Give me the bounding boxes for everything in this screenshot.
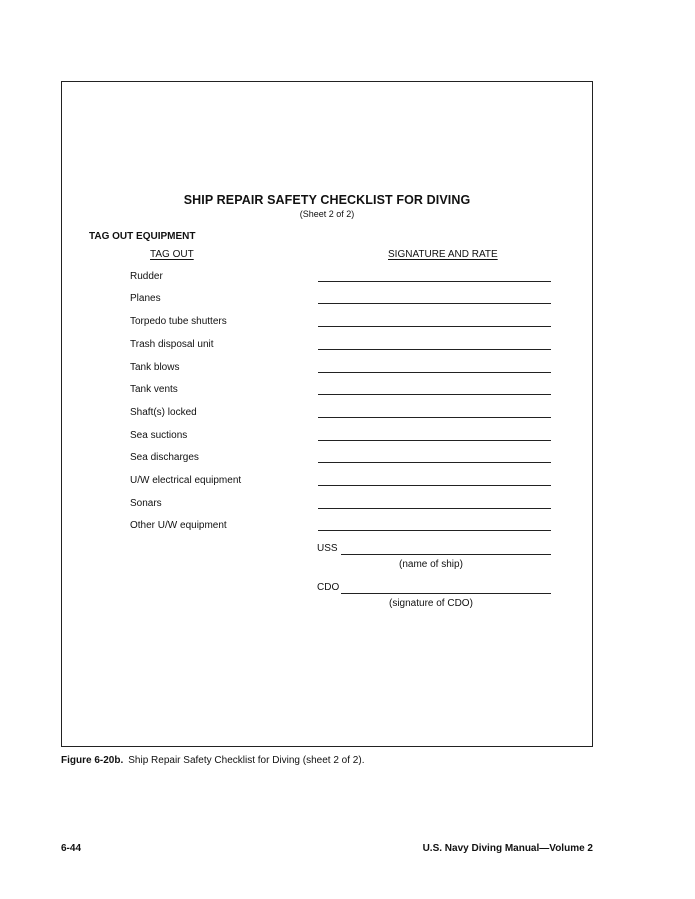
- item-label: Sea discharges: [130, 452, 199, 463]
- signature-line[interactable]: [318, 462, 551, 463]
- form-title: SHIP REPAIR SAFETY CHECKLIST FOR DIVING: [183, 193, 471, 207]
- item-label: Torpedo tube shutters: [130, 316, 227, 327]
- column-header-signature: SIGNATURE AND RATE: [388, 249, 498, 260]
- item-label: Trash disposal unit: [130, 339, 214, 350]
- checklist-row: [62, 520, 592, 540]
- checklist-row: [62, 475, 592, 495]
- signature-line[interactable]: [318, 530, 551, 531]
- checklist-row: [62, 293, 592, 313]
- signature-line[interactable]: [318, 394, 551, 395]
- signature-line[interactable]: [318, 326, 551, 327]
- checklist-row: [62, 384, 592, 404]
- signature-line[interactable]: [318, 303, 551, 304]
- checklist-row: [62, 452, 592, 472]
- figure-caption: [61, 755, 364, 766]
- uss-prefix: USS: [317, 543, 338, 554]
- ship-name-line[interactable]: [341, 554, 551, 555]
- item-label: Sonars: [130, 498, 162, 509]
- checklist-row: [62, 498, 592, 518]
- checklist-form-frame: [61, 81, 593, 747]
- signature-line[interactable]: [318, 281, 551, 282]
- item-label: Rudder: [130, 271, 163, 282]
- checklist-row: [62, 316, 592, 336]
- signature-line[interactable]: [318, 508, 551, 509]
- cdo-signature-caption: (signature of CDO): [389, 598, 473, 609]
- column-header-tag-out: TAG OUT: [150, 249, 194, 260]
- uss-row: [62, 543, 592, 559]
- form-subtitle: (Sheet 2 of 2): [299, 209, 355, 219]
- figure-caption-text: Ship Repair Safety Checklist for Diving (sheet 2 of 2).: [128, 755, 365, 766]
- item-label: U/W electrical equipment: [130, 475, 242, 486]
- cdo-row: [62, 582, 592, 598]
- signature-line[interactable]: [318, 372, 551, 373]
- item-label: Sea suctions: [130, 430, 188, 441]
- checklist-row: [62, 430, 592, 450]
- ship-name-caption: (name of ship): [399, 559, 463, 570]
- cdo-prefix: CDO: [317, 582, 340, 593]
- cdo-signature-line[interactable]: [341, 593, 551, 594]
- signature-line[interactable]: [318, 440, 551, 441]
- item-label: Tank blows: [130, 362, 180, 373]
- checklist-row: [62, 271, 592, 291]
- item-label: Tank vents: [130, 384, 178, 395]
- page-number: 6-44: [61, 843, 82, 854]
- signature-line[interactable]: [318, 417, 551, 418]
- signature-line[interactable]: [318, 485, 551, 486]
- figure-number: Figure 6-20b.: [61, 755, 124, 766]
- item-label: Shaft(s) locked: [130, 407, 197, 418]
- signature-line[interactable]: [318, 349, 551, 350]
- checklist-row: [62, 407, 592, 427]
- item-label: Other U/W equipment: [130, 520, 227, 531]
- checklist-row: [62, 339, 592, 359]
- section-heading: TAG OUT EQUIPMENT: [89, 231, 196, 242]
- checklist-row: [62, 362, 592, 382]
- manual-title: U.S. Navy Diving Manual—Volume 2: [422, 843, 593, 854]
- item-label: Planes: [130, 293, 161, 304]
